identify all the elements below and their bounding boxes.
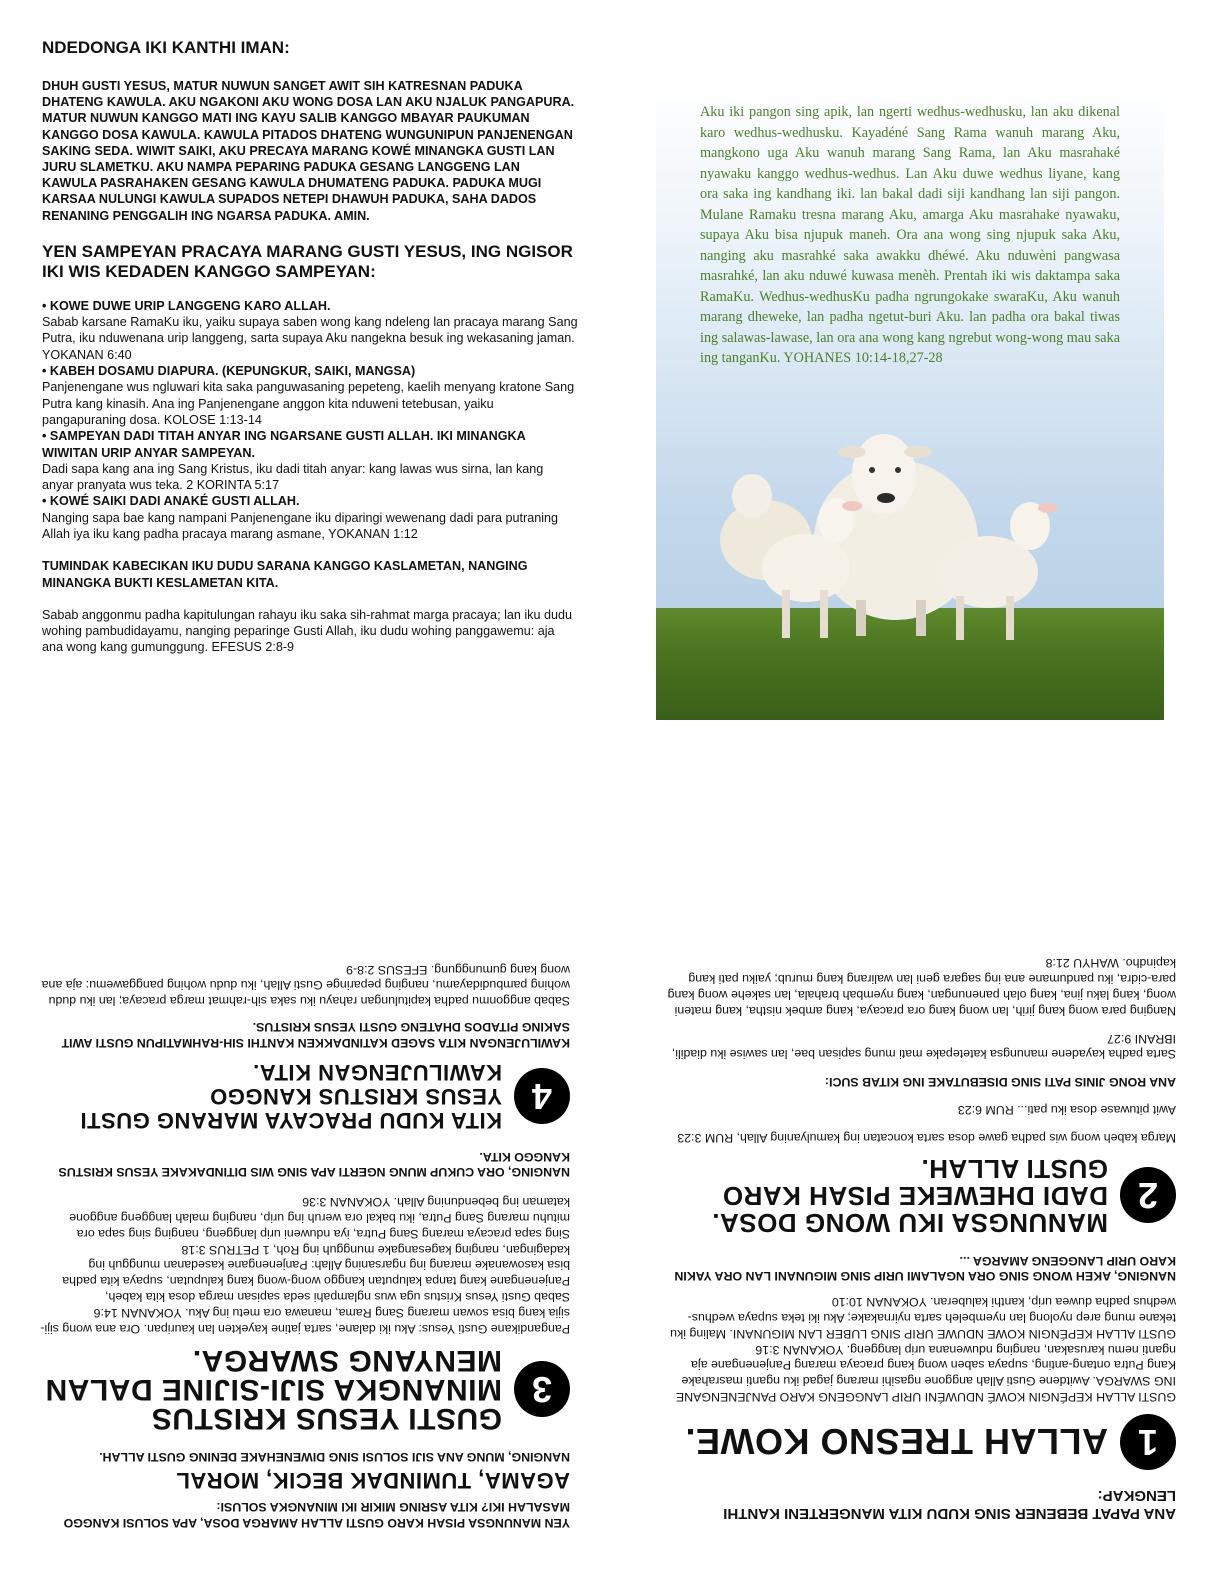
step-1-text-2: GUSTI ALLAH KEPÉNGIN KOWE NDUWE URIP SING LUBER LAN MIGUNANI. Maling iku tekane mung arep nyolong lan nyembeleh sarta nyirnakake; Aku iki teka supaya wedhus-wedhus padha duwea urip, kanthi kaluberan. YOKANAN 10:10 [670, 1295, 1176, 1341]
step-1-note: NANGING, AKEH WONG SING ORA NGALAMI URIP SING MIGUNANI LAN ORA YAKIN KARO URIP LANGGENG AMARGA ... [674, 1253, 1176, 1284]
step-3-title: GUSTI YESUS KRISTUS MINANGKA SIJI-SIJINE DALAN MENYANG SWARGA. [45, 1343, 502, 1435]
ewe-eye-left [869, 467, 875, 473]
step-3-text: Pangandikane Gusti Yesus: Aku iki dalane, sarta jatine kayekten lan kauripan. Ora ana wong siji-sijia kang bisa sowan marang Sang Rama, manawa ora metu ing Aku. YOKANAN 14:6 [40, 1305, 570, 1336]
steps-3-4-panel [40, 812, 570, 1530]
step-4-title: KITA KUDU PRACAYA MARANG GUSTI YESUS KRISTUS KANGGO KAWILUJENGAN KITA. [79, 1059, 502, 1133]
believe-item-4-title: • KOWÉ SAIKI DADI ANAKÉ GUSTI ALLAH. [42, 494, 300, 509]
ewe-eye-right [895, 467, 901, 473]
religion-title: AGAMA, TUMINDAK BECIK, MORAL [175, 1468, 570, 1494]
step-4-text-2: Sabab anggonmu padha kapitulungan rahayu iku saka sih-rahmat marga pracaya; lan iku dudu wohing pambudidayamu, nanging peparinge Gusti Allah, iku dudu wohing panggawemu: aja ana wong kang gumunggung. EFESUS 2:8-9 [41, 962, 570, 1009]
step-2-text-4: Nanging para wong kang jirih, lan wong kang ora pracaya, kang ambek nistha, kang mateni wong, kang laku jina, kang olah panenungan, kang nyembah brahala, lan sakehe wong kang para-cidra, iku pandumane ana ing sagara geni lan walirang kang murub; yaiku pati kang kapindho. WAHYU 21:8 [667, 956, 1176, 1018]
prayer-text: DHUH GUSTI YESUS, MATUR NUWUN SANGET AWIT SIH KATRESNAN PADUKA DHATENG KAWULA. AKU NGAKONI AKU WONG DOSA LAN AKU NJALUK PANGAPURA. MATUR NUWUN KANGGO MATI ING KAYU SALIB KANGGO MBAYAR PAUKUMAN KANGGO DOSA KAWULA. KAWULA PITADOS DHATENG WUNGUNIPUN PANJENENGAN SAKING SEDA. WIWIT SAIKI, AKU PRECAYA MARANG KOWÉ MINANGKA GUSTI LAN JURU SLAMETKU. AKU NAMPA PEPARING PADUKA GESANG LANGGENG LAN KAWULA PASRAHAKEN GESANG KAWULA DHUMATENG PADUKA. PADUKA MUGI KARSAA NULUNGI KAWULA SUPADOS NETEPI DHAWUH PADUKA, SAHA DADOS RENANING PENGGALIH ING NGARSA PADUKA. AMIN. [42, 79, 575, 223]
works-note: TUMINDAK KABECIKAN IKU DUDU SARANA KANGGO KASLAMETAN, NANGING MINANGKA BUKTI KESLAMETAN KITA. [42, 559, 528, 590]
ewe-ear-left [838, 446, 866, 458]
religion-text: NANGING, MUNG ANA SIJI SOLUSI SING DIWENEHAKE DENING GUSTI ALLAH. [99, 1450, 570, 1465]
sheep-illustration [656, 400, 1164, 660]
truths-intro: ANA PAPAT BEBENER SING KUDU KITA MANGERTENI KANTHI LENGKAP: [723, 1487, 1176, 1522]
believe-item-1-title: • KOWE DUWE URIP LANGGENG KARO ALLAH. [42, 298, 331, 313]
believe-item-4-text: Nanging sapa bae kang nampani Panjenengane iku diparingi wewenang dadi para putraning Allah iya iku kang padha pracaya marang asmane, YOKANAN 1:12 [42, 510, 559, 541]
step-3-badge: 3 [514, 1361, 570, 1417]
believe-item-2-title: • KABEH DOSAMU DIAPURA. (KEPUNGKUR, SAIKI, MANGSA) [42, 364, 416, 379]
step-1-text: GUSTI ALLAH KEPÉNGIN KOWÉ NDUWÉNI URIP LANGGENG KARO PANJENENGANE ING SWARGA. Awitdene Gusti Allah anggone ngasihi marang jagad iku nganti masrahake Kang Putra ontang-anting, supaya saben wong kang pracaya marang Panjenengane aja nganti nemu karusakan, nanging nduwenana urip langgeng. YOKANAN 3:16 [675, 1342, 1176, 1404]
prayer-heading: NDEDONGA IKI KANTHI IMAN: [42, 38, 290, 57]
step-3-text-2: Sabab Gusti Yesus Kristus uga wus nglampahi seda sapisan marga dosa kita kabeh, Panjenengane kang tanpa kaluputan kanggo wong-wong kang kaluputan, supaya kita padha bisa kasowanake marang ing ngarsaning Allah: Panjenengane kasedanan mungguh ing kadagingan, nanging kagesangake mungguh ing Roh, 1 PETRUS 3:18 [62, 1242, 570, 1305]
step-2-text-2: Awit pituwase dosa iku pati... RUM 6:23 [957, 1103, 1176, 1118]
step-3-note: NANGING, ORA CUKUP MUNG NGERTI APA SING WIS DITINDAKAKE YESUS KRISTUS KANGGO KITA. [58, 1149, 570, 1180]
prayer-panel [42, 38, 578, 738]
believe-item-1-text: Sabab karsane RamaKu iku, yaiku supaya saben wong kang ndeleng lan pracaya marang Sang Putra, iku nduwenana urip langgeng, sarta supaya Aku nangekna besuk ing wekasaning jaman. YOKANAN 6:40 [42, 315, 578, 362]
step-2-badge: 2 [1120, 1167, 1176, 1223]
ewe-ear-right [904, 446, 932, 458]
ephesians-text: Sabab anggonmu padha kapitulungan rahayu iku saka sih-rahmat marga pracaya; lan iku dudu wohing pambudidayamu, nanging peparinge Gusti Allah, iku dudu wohing panggawemu: aja ana wong kang gumunggung. EFESUS 2:8-9 [42, 607, 572, 655]
steps-1-2-panel [656, 842, 1176, 1522]
step-2-title: MANUNGSA IKU WONG DOSA. DADI DHEWEKE PISAH KARO GUSTI ALLAH. [711, 1153, 1108, 1238]
step-4-text: KAWILUJENGAN KITA SAGED KATINDAKKEN KANTHI SIH-RAHMATIPUN GUSTI AWIT SAKING PITADOS DHATENG GUSTI YESUS KRISTUS. [61, 1020, 570, 1050]
step-2-note: ANA RONG JINIS PATI SING DISEBUTAKE ING KITAB SUCI: [824, 1075, 1176, 1090]
lamb-left-body [762, 534, 850, 602]
believe-item-3-text: Dadi sapa kang ana ing Sang Kristus, iku dadi titah anyar: kang lawas wus sirna, lan kang anyar pranyata wus teka. 2 KORINTA 5:17 [42, 461, 544, 493]
lamb-back-head [732, 474, 772, 518]
believe-heading: YEN SAMPEYAN PRACAYA MARANG GUSTI YESUS, ING NGISOR IKI WIS KEDADEN KANGGO SAMPEYAN: [42, 241, 573, 281]
step-1-badge: 1 [1120, 1414, 1176, 1470]
step-2-text: Marga kabeh wong wis padha gawe dosa sarta koncatan ing kamulyaning Allah, RUM 3:23 [677, 1130, 1176, 1145]
believe-item-3-title: • SAMPEYAN DADI TITAH ANYAR ING NGARSANE GUSTI ALLAH. IKI MINANGKA WIWITAN URIP ANYAR SAMPEYAN. [42, 429, 526, 460]
step-1-title: ALLAH TRESNO KOWE. [685, 1421, 1108, 1463]
ewe-nose [877, 493, 895, 503]
step-2-text-3: Sarta padha kayadene manungsa katetepake mati mung sapisan bae, lan sawise iku diadili, IBRANI 9:27 [671, 1031, 1176, 1062]
step-3-text-3: Sing sapa pracaya marang Sang Putra, iya nduweni urip langgeng, nanging sing sapa ora mituhu marang Sang Putra, iku bakal ora weruh ing urip, nanging malah langgeng anggone kataman ing bebenduning Allah. YOKANAN 3:36 [69, 1195, 570, 1241]
shepherd-photo-panel [656, 80, 1164, 720]
believe-item-2-text: Panjenengane wus ngluwari kita saka panguwasaning pepeteng, kaelih menyang kratone Sang Putra kang kinasih. Ana ing Panjenengane anggon kita nduweni tetebusan, yaiku pangapuraning dosa. KOLOSE 1:13-14 [42, 380, 575, 427]
solution-intro: YEN MANUNGSA PISAH KARO GUSTI ALLAH AMARGA DOSA, APA SOLUSI KANGGO MASALAH IKI? KITA ASRING MIKIR IKI MINANGKA SOLUSI: [63, 1500, 570, 1530]
step-4-badge: 4 [514, 1068, 570, 1124]
john-10-verse: Aku iki pangon sing apik, lan ngerti wedhus-wedhusku, lan aku dikenal karo wedhus-wedhusku. Kayadéné Sang Rama wanuh marang Aku, mangkono uga Aku wanuh marang Sang Rama, lan Aku masrahaké nyawaku kanggo wedhus-wedhus. Lan Aku duwe wedhus liyane, kang ora saka ing kandhang iki. lan bakal dadi siji kandhang lan siji pangon. Mulane Ramaku tresna marang Aku, amarga Aku masrahake nyawaku, supaya Aku bisa njupuk maneh. Ora ana wong sing njupuk saka Aku, nanging aku masrahké saka awakku dhéwé. Aku nduwèni pangwasa masrahké, lan aku nduwé kuwasa menèh. Prentah iki wis daktampa saka RamaKu. Wedhus-wedhusKu padha ngrungokake swaraKu, Aku wanuh marang dheweke, lan padha ngetut-buri Aku. lan padha ora bakal tiwas ing salawas-lawase, lan ora ana wong kang ngrebut wong-wong mau saka ing tanganKu. YOHANES 10:14-18,27-28 [700, 104, 1120, 366]
